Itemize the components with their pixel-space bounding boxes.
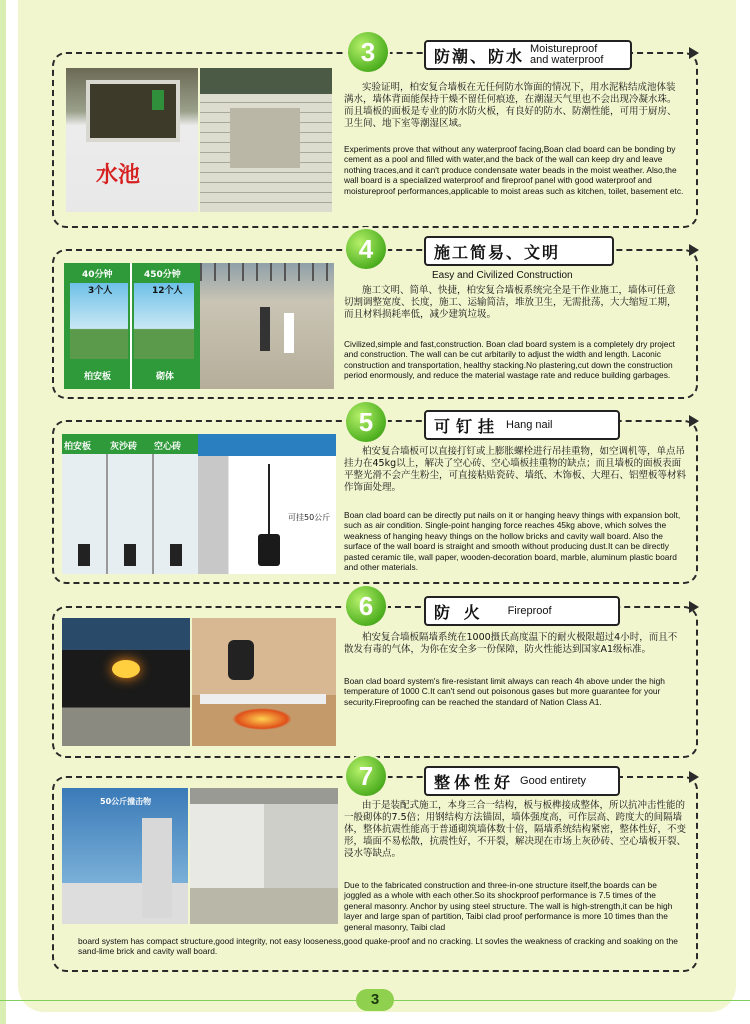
photo-brick-pool (200, 68, 332, 212)
text-zh: 施工文明、简单、快捷，柏安复合墙板系统完全是干作业施工，墙体可任意切割调整宽度、长度，施工、运输简洁，堆放卫生，无需批荡，大大缩短工期，而且材料损耗率低，减少建筑垃圾。 (344, 285, 677, 320)
label-material-1: 柏安板 (84, 372, 112, 382)
section-fireproof (52, 590, 698, 758)
text-zh: 柏安复合墙板隔墙系统在1000摄氏高度温下的耐火极限超过4小时，而且不散发有毒的气体，为你在安全多一份保障，防火性能达到国家A1级标准。 (344, 632, 678, 655)
label-material-2: 砌体 (156, 372, 175, 382)
section-number-badge: 4 (346, 229, 386, 269)
title-zh: 施工简易、文明 (434, 242, 561, 262)
section-title (424, 40, 632, 70)
title-zh: 防潮、防水 (434, 46, 525, 66)
text-en-tail: board system has compact structure,good integrity, not easy looseness,good quake-proof and no cracking. Lt sovles the weakness of cracking and soaking on the sand-lime brick and cavity wall board. (78, 936, 678, 957)
photo-impact-test (62, 788, 188, 924)
title-zh: 整体性好 (434, 772, 515, 792)
subtitle-en: Easy and Civilized Construction (432, 270, 573, 281)
text-en: Experiments prove that without any waterproof facing,Boan clad board can be bonding by cement as a pool and filled with water,and the back of the wall can keep dry and leave nothing traces,and it can't produce condensate water beads in the moist weather. Also,the wall board is a specialized waterproof and fireproof panel with good waterproof and moistureproof performances,applicable to moist areas such as kitchen, toilet, basement etc. (344, 144, 684, 196)
photo-construction-site (200, 263, 334, 389)
section-hang-nail (52, 404, 698, 584)
label-weight: 可挂50公斤 (288, 513, 331, 522)
title-en: Fireproof (507, 604, 552, 617)
section-easy-construction (52, 233, 698, 399)
text-zh: 由于是装配式施工，本身三合一结构，板与板榫接成整体，所以抗冲击性能的一般砌体的7.5倍；用钢结构方法锚固，墙体强度高，可作层高、跨度大的间隔墙体，整体抗震性能高于普通砌筑墙体数十倍，隔墙系统结构紧密，整体性好，不变形，墙面不易松散，抗震性好，不开裂，解决现在市场上灰砂砖、空心墙板开裂、浸水等缺点。 (344, 800, 687, 859)
section-title (424, 410, 620, 440)
section-title (424, 236, 614, 266)
arrow-icon (689, 415, 699, 427)
label-impact: 50公斤撞击物 (100, 797, 152, 806)
title-en: Good entirety (520, 774, 587, 787)
photo-time-compare (64, 263, 200, 389)
text-zh: 柏安复合墙板可以直接打钉或上膨胀螺栓进行吊挂重物，如空调机等，单点吊挂力在45kg以上，解决了空心砖、空心墙板挂重物的缺点；而且墙板的面板表面平整光滑不会产生粉尘，可直接粘贴瓷砖、墙纸、木饰板、大理石、铝塑板等材料作饰面处理。 (344, 446, 687, 493)
section-moistureproof (52, 37, 698, 228)
photo-wall-types (62, 434, 198, 574)
title-en: Moistureproof and waterproof (530, 43, 604, 66)
label-time-1: 40分钟 (82, 270, 113, 280)
page-number-text: 3 (370, 991, 380, 1008)
section-title (424, 596, 620, 626)
title-en: Hang nail (506, 418, 553, 431)
section-number-badge: 6 (346, 586, 386, 626)
section-number-badge: 7 (346, 756, 386, 796)
label-time-2: 450分钟 (144, 270, 181, 280)
arrow-icon (689, 771, 699, 783)
photo-hanging-weight (198, 434, 336, 574)
label-wall-c: 空心砖 (154, 442, 182, 452)
page-edge-strip (0, 0, 6, 1024)
text-en: Due to the fabricated construction and three-in-one structure itself,the boards can be joggled as a whole with each other.So its shockproof performance is 7.5 times of the general masonry. Anchor by using steel structure. The wall is high-strength,it can be high layer and large span of partition, Taibi clad proof performance is more 10 times than the general masonry, Taibi clad (344, 880, 673, 932)
section-good-entirety (52, 762, 698, 972)
title-zh: 可钉挂 (434, 416, 501, 436)
arrow-icon (689, 601, 699, 613)
section-number-badge: 3 (348, 32, 388, 72)
photo-burn-test (62, 618, 190, 746)
pool-label: 水池 (96, 163, 141, 188)
text-en: Boan clad board system's fire-resistant limit always can reach 4h above under the high temperature of 1000 C.It can't send out poisonous gases but more guarantee for your security.Fireproofing can be reached the standard of Nation Class A1. (344, 676, 665, 707)
label-wall-b: 灰沙砖 (110, 442, 138, 452)
photo-fire-demo (192, 618, 336, 746)
photo-corridor-wall (190, 788, 338, 924)
page-number (356, 989, 394, 1011)
photo-pool-box (66, 68, 198, 212)
label-people-1: 3个人 (88, 286, 113, 296)
title-zh: 防 火 (434, 602, 484, 622)
text-en: Boan clad board can be directly put nails on it or hanging heavy things with expansion bolt, such as air condition. Single-point hanging force reaches 45kg above, which solves the weakness of hanging heavy things on the hollow bricks and cavity wall board. Also the surface of the wall board is straight and smooth without producing dust.It can be directly pasted ceramic tile, wall paper, wooden-decoration board, marble, aluminum plastic board and other materials. (344, 510, 681, 573)
text-zh: 实验证明，柏安复合墙板在无任何防水饰面的情况下，用水泥粘结成池体装满水，墙体背面能保持干燥不留任何痕迹，在潮湿天气里也不会出现冷凝水珠。而且墙板的面板是专业的防水防火板，有良好的防水、防潮性能，可用于厨房、卫生间、地下室等潮湿区域。 (344, 82, 677, 129)
arrow-icon (689, 244, 699, 256)
label-wall-a: 柏安板 (64, 442, 92, 452)
section-title (424, 766, 620, 796)
section-number-badge: 5 (346, 402, 386, 442)
text-en: Civilized,simple and fast,construction. Boan clad board system is a completely dry project and construction. The wall can be cut arbitarily to adjust the width and length. Laconic construction and transportation, healthy stacking.No plastering,cut down the construction period enormously, and reduce the material wastage rate and reduce building garbages. (344, 339, 675, 381)
label-people-2: 12个人 (152, 286, 183, 296)
arrow-icon (689, 47, 699, 59)
